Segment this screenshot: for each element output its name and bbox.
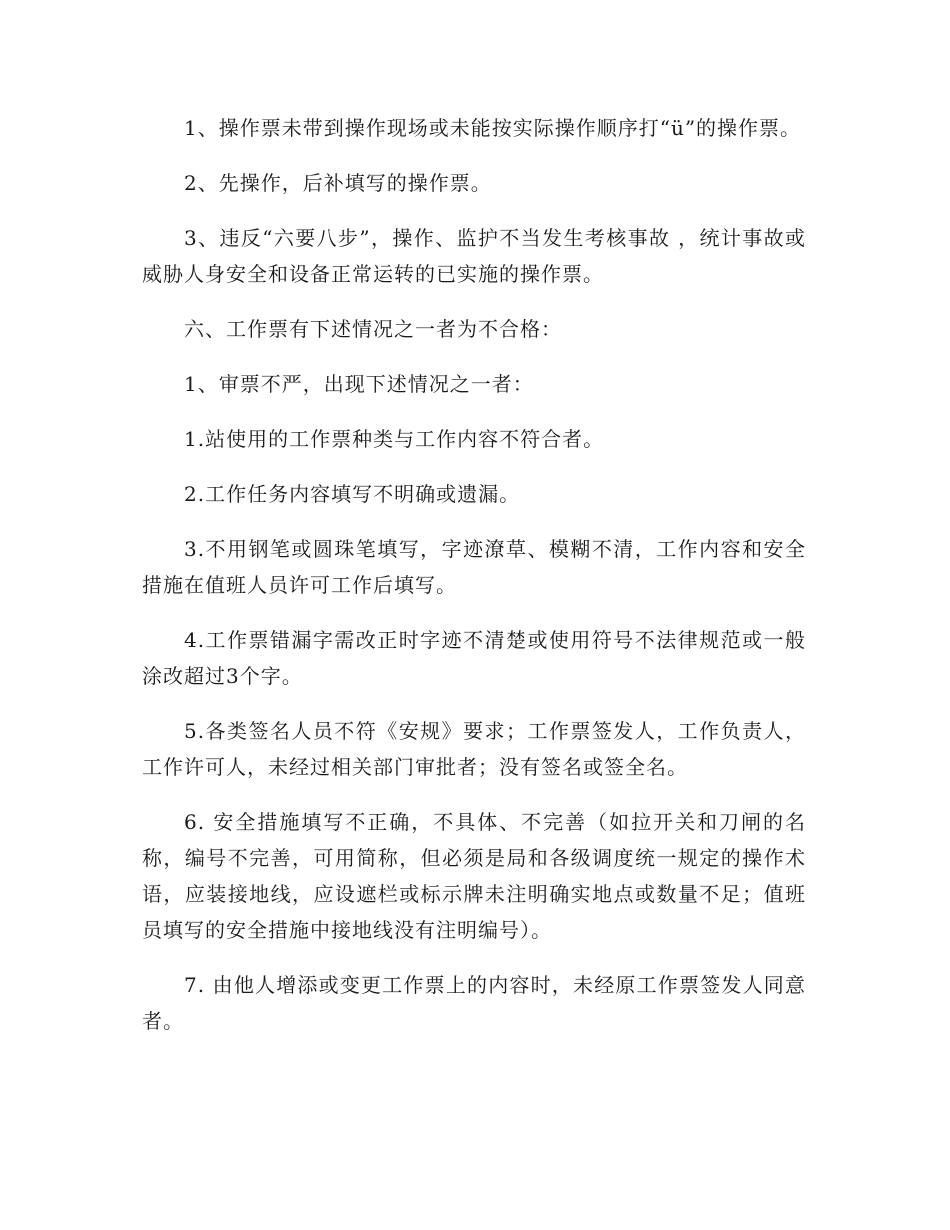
paragraph-2: 2、先操作，后补填写的操作票。 [184,171,492,195]
list-item-4: 4.工作票错漏字需改正时字迹不清楚或使用符号不法律规范或一般涂改超过3个字。 [142,628,806,688]
list-item-3: 3.不用钢笔或圆珠笔填写，字迹潦草、模糊不清，工作内容和安全措施在值班人员许可工作后填写。 [142,537,806,597]
list-item-7: 7. 由他人增添或变更工作票上的内容时，未经原工作票签发人同意者。 [142,973,806,1033]
list-item-1: 1.站使用的工作票种类与工作内容不符合者。 [184,427,605,451]
list-item-2: 2.工作任务内容填写不明确或遗漏。 [184,482,521,506]
list-item-5: 5.各类签名人员不符《安规》要求；工作票签发人，工作负责人，工作许可人，未经过相关部门审批者；没有签名或签全名。 [142,719,806,779]
list-item-6: 6. 安全措施填写不正确，不具体、不完善（如拉开关和刀闸的名称，编号不完善，可用简称，但必须是局和各级调度统一规定的操作术语，应装接地线，应设遮栏或标示牌未注明确实地点或数量不足；值班员填写的安全措施中接地线没有注明编号）。 [142,810,806,942]
paragraph-3: 3、违反“六要八步”，操作、监护不当发生考核事故 ，统计事故或威胁人身安全和设备正常运转的已实施的操作票。 [142,226,806,286]
document-page [142,110,806,1058]
paragraph-1: 1、操作票未带到操作现场或未能按实际操作顺序打“ü”的操作票。 [184,116,802,140]
paragraph-5: 1、审票不严，出现下述情况之一者： [184,372,534,396]
section-heading-6: 六、工作票有下述情况之一者为不合格： [184,317,562,341]
